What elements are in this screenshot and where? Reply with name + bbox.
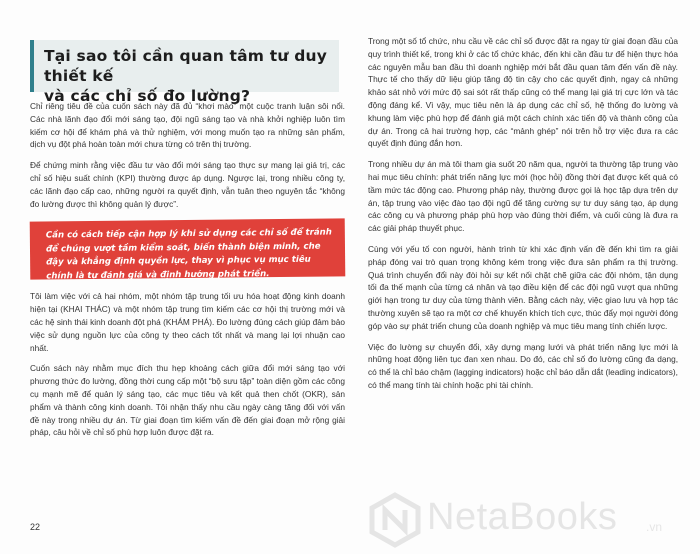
watermark-text: NetaBooks bbox=[427, 496, 618, 538]
right-column bbox=[368, 35, 678, 400]
section-heading-text bbox=[44, 46, 329, 106]
right-paragraph-1: Trong một số tổ chức, nhu cầu về các chỉ số được đặt ra ngay từ giai đoạn đầu của quy trình thiết kế, trong khi ở các tổ chức khác, đến khi cần đầu tư để hiện thực hóa các nguyên mẫu ban đầu thì doanh nghiệp mới bắt đầu quan tâm đến vấn đề này. Thực tế cho thấy dữ liệu giúp tăng độ tin cậy cho các quyết định, ngay cả những khảo sát nhỏ với mức độ sai sót rất thấp cũng có thể mang lại giá trị cực lớn và tác động đáng kể. Vì vậy, mục tiêu nên là áp dụng các chỉ số, hệ thống đo lường và khung làm việc phù hợp để đánh giá một cách chính xác tiến độ và thành công của dự án. Trong cả hai trường hợp, các “mảnh ghép” nói trên hỗ trợ việc đưa ra các quyết định đúng đắn hơn. bbox=[368, 36, 678, 149]
right-paragraph-4: Việc đo lường sự chuyển đổi, xây dựng mạng lưới và phát triển năng lực mới là những hoạt động liên tục đan xen nhau. Do đó, các chỉ số đo lường cũng đa dạng, có thể là chỉ báo chậm (lagging indicators) hoặc chỉ báo dẫn dắt (leading indicators), có thể mang tính tài chính hoặc phi tài chính. bbox=[368, 341, 678, 390]
watermark-logo bbox=[365, 490, 700, 550]
section-heading bbox=[30, 40, 339, 105]
left-paragraph-1: Chỉ riêng tiêu đề của cuốn sách này đã đủ “khơi mào” một cuộc tranh luận sôi nổi. Các nhà lãnh đạo đổi mới sáng tạo, đội ngũ sáng tạo và nhà khởi nghiệp luôn tìm kiếm cơ hội để khám phá và thử nghiệm, với mong muốn tạo ra những sản phẩm, dịch vụ đột phá hoàn toàn mới chưa từng có trên thị trường. bbox=[30, 101, 345, 150]
left-paragraph-4: Cuốn sách này nhằm mục đích thu hẹp khoảng cách giữa đổi mới sáng tạo với phương thức đo lường, đồng thời cung cấp một “bộ sưu tập” toàn diện gồm các công cụ mạnh mẽ để quản lý sáng tạo, các mục tiêu và kết quả then chốt (OKR), sản phẩm và thành công kinh doanh. Tôi nhận thấy nhu cầu ngày càng tăng đối với vấn đề này trong nhiều dự án. Từ giai đoạn tìm kiếm vấn đề đến giai đoạn mở rộng giải pháp, câu hỏi về chỉ số phù hợp luôn được đặt ra. bbox=[30, 363, 345, 438]
watermark-suffix: .vn bbox=[646, 520, 663, 534]
pull-quote-callout bbox=[30, 219, 346, 280]
pull-quote-text: Cần có cách tiếp cận hợp lý khi sử dụng các chỉ số để tránh để chúng vượt tầm kiểm soát, biến thành biện minh, che đậy và khẳng định quyền lực, thay vì phục vụ mục tiêu chính là tự đánh giá và định hướng phát triển. bbox=[45, 227, 332, 282]
page-number: 22 bbox=[30, 522, 41, 532]
heading-line-2: và các chỉ số đo lường? bbox=[44, 87, 251, 105]
netabooks-logo-icon bbox=[367, 492, 423, 548]
heading-line-1: Tại sao tôi cần quan tâm tư duy thiết kế bbox=[44, 47, 328, 85]
left-paragraph-2: Để chứng minh rằng việc đầu tư vào đổi mới sáng tạo thực sự mang lại giá trị, các chỉ số hiệu suất chính (KPI) thường được áp dụng. Ngược lại, trong nhiều công ty, các lãnh đạo cấp cao, những người ra quyết định, vẫn tuân theo nguyên tắc “không đo lường được thì không quản lý được”. bbox=[30, 160, 345, 209]
right-paragraph-3: Cùng với yếu tố con người, hành trình từ khi xác định vấn đề đến khi tìm ra giải pháp đóng vai trò quan trọng không kém trong việc đưa sản phẩm ra thị trường. Quá trình chuyển đổi này đòi hỏi sự kết nối chặt chẽ giữa các đội nhóm, tận dụng tối đa thế mạnh của từng cá nhân và tạo điều kiện để các đội ngũ vượt qua những giới hạn trong tư duy của từng thành viên. Bằng cách này, việc giao lưu và hợp tác thường xuyên sẽ tạo ra một cơ chế khuyến khích tích cực, thúc đẩy mọi người đóng góp vào sự phát triển chung của doanh nghiệp và mục tiêu mang tính chiến lược. bbox=[368, 243, 678, 331]
left-column bbox=[30, 100, 345, 447]
right-paragraph-2: Trong nhiều dự án mà tôi tham gia suốt 20 năm qua, người ta thường tập trung vào hai mục tiêu chính: phát triển năng lực mới (học hỏi) đồng thời đạt được kết quả có tầm mức tác động cao. Phương pháp này, thường được gọi là học tập dựa trên dự án, tập trung vào việc đào tạo đội ngũ để tăng cường sự tư duy sáng tạo, áp dụng các công cụ và phương pháp phù hợp vào đúng thời điểm, và cuối cùng là đưa ra các giải pháp thuyết phục. bbox=[368, 159, 678, 234]
left-paragraph-3: Tôi làm việc với cả hai nhóm, một nhóm tập trung tối ưu hóa hoạt động kinh doanh hiện tại (KHAI THÁC) và một nhóm tập trung tìm kiếm các cơ hội thị trường mới và các hệ sinh thái kinh doanh đột phá (KHÁM PHÁ). Đo lường đúng cách giúp đảm bảo việc sử dụng nguồn lực của công ty theo cách tốt nhất và mang lại lợi nhuận cao nhất. bbox=[30, 291, 345, 353]
